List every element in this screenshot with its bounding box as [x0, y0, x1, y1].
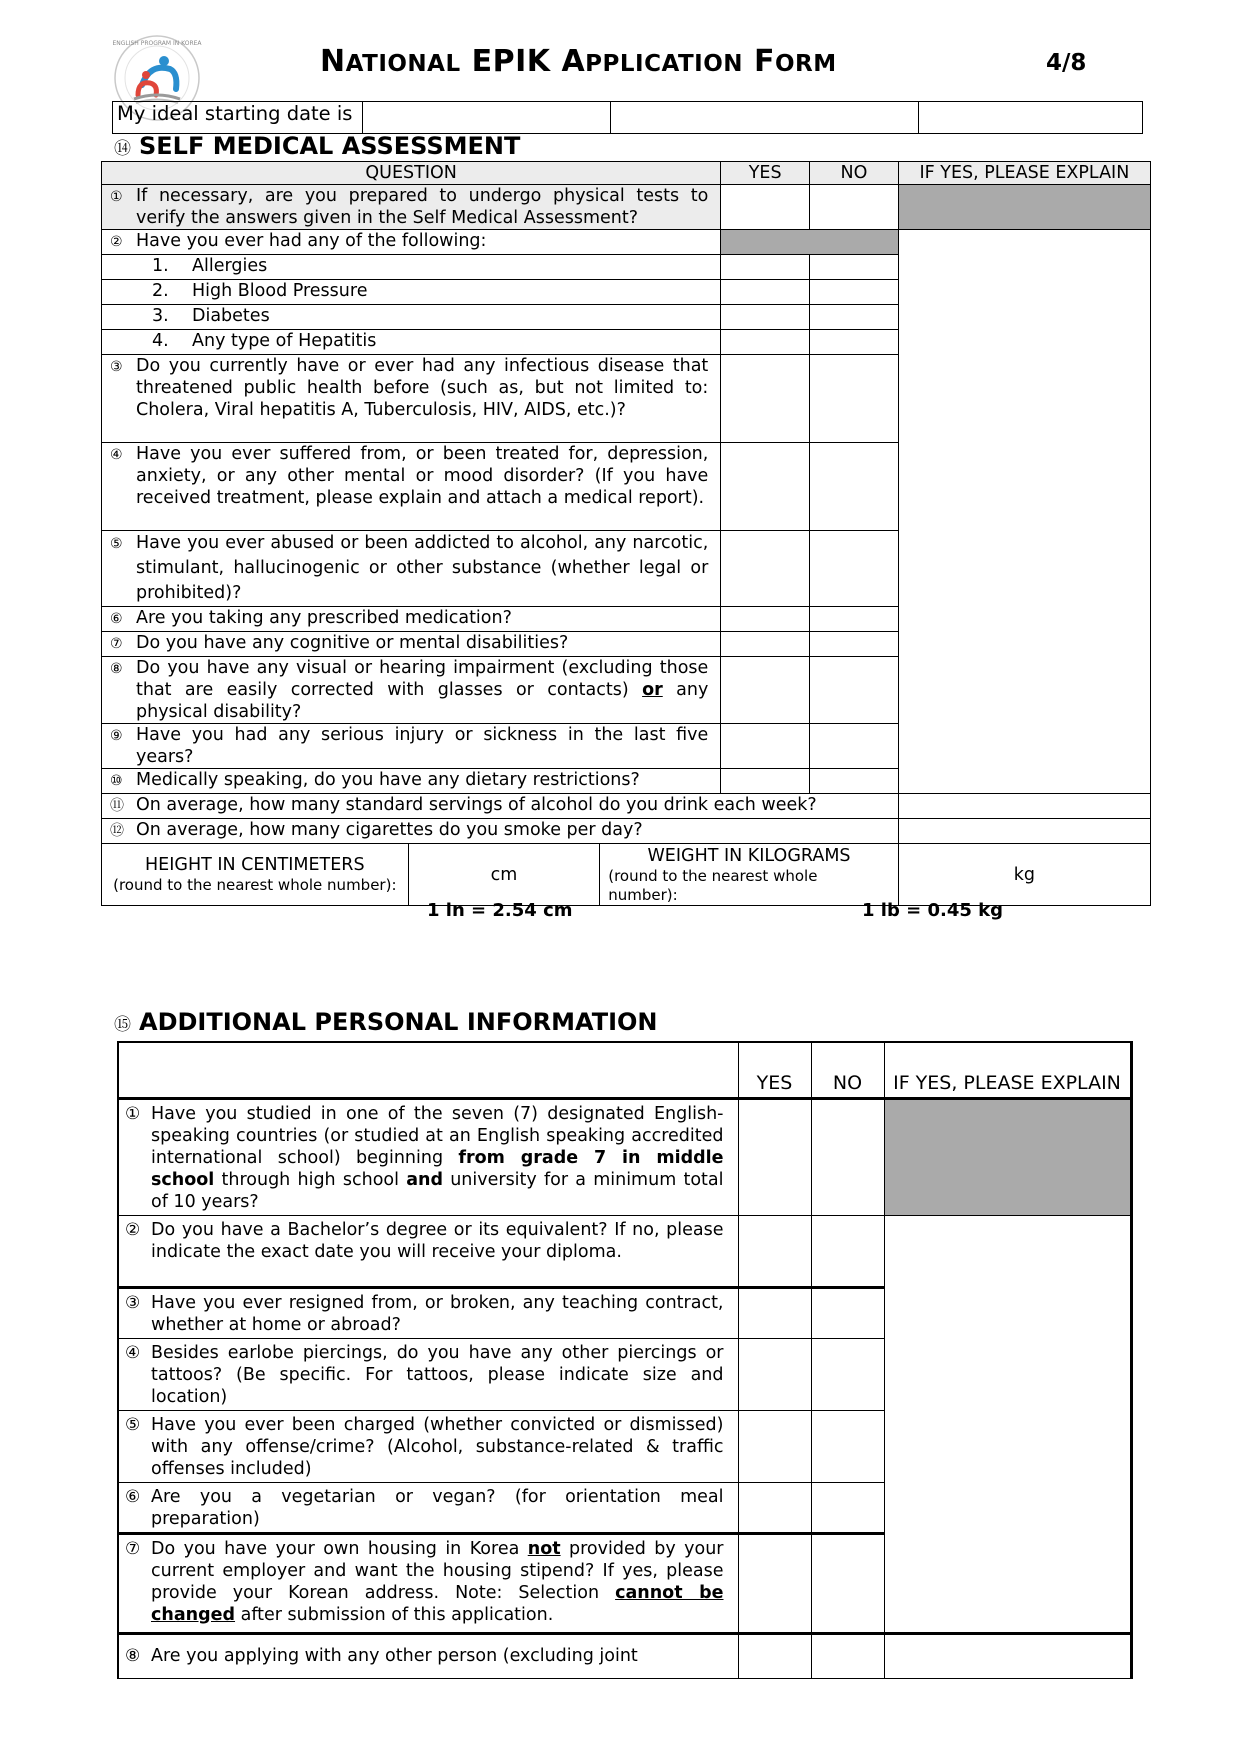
- column-header-yes: YES: [721, 162, 810, 185]
- question-6: ⑥ Are you taking any prescribed medication?: [102, 607, 721, 632]
- question-2: ② Have you ever had any of the following:: [102, 230, 721, 255]
- no-cell-10[interactable]: [810, 769, 899, 794]
- weight-unit: kg: [1013, 864, 1036, 885]
- sub-item-diabetes: 3. Diabetes: [102, 305, 721, 330]
- yes-cell-8[interactable]: [721, 657, 810, 724]
- no-cell-a8[interactable]: [811, 1633, 884, 1678]
- question-8: ⑧ Do you have any visual or hearing impairment (excluding those that are easily corrected with glasses or contacts) or any physical disability?: [102, 657, 721, 724]
- additional-question-6: ⑥ Are you a vegetarian or vegan? (for orientation meal preparation): [118, 1482, 738, 1533]
- yes-cell-5[interactable]: [721, 531, 810, 607]
- section-heading-medical: ⑭ SELF MEDICAL ASSESSMENT: [114, 132, 521, 160]
- additional-question-3: ③ Have you ever resigned from, or broken, any teaching contract, whether at home or abroad?: [118, 1287, 738, 1338]
- question-9: ⑨ Have you had any serious injury or sickness in the last five years?: [102, 724, 721, 769]
- table-header-row: [118, 1042, 1131, 1098]
- yes-no-cell-2-disabled: [721, 230, 899, 255]
- page-title: NATIONAL EPIK APPLICATION FORM: [320, 44, 837, 79]
- yes-cell-a5[interactable]: [738, 1410, 811, 1482]
- question-3: ③ Do you currently have or ever had any infectious disease that threatened public health before (such as, but not limited to: Cholera, Viral hepatitis A, Tuberculosis, HIV, AIDS, etc.)?: [102, 355, 721, 443]
- section-heading-additional: ⑮ ADDITIONAL PERSONAL INFORMATION: [114, 1008, 658, 1036]
- start-date-table: [112, 101, 1143, 134]
- additional-question-8: ⑧ Are you applying with any other person (excluding joint: [118, 1633, 738, 1678]
- start-date-label: My ideal starting date is: [113, 102, 363, 134]
- additional-question-5: ⑤ Have you ever been charged (whether convicted or dismissed) with any offense/crime? (Alcohol, substance-related & traffic offenses included): [118, 1410, 738, 1482]
- yes-cell-a3[interactable]: [738, 1287, 811, 1338]
- additional-question-1: ① Have you studied in one of the seven (7) designated English-speaking countries (or studied at an English speaking accredited international school) beginning from grade 7 in middle school through high school and university for a minimum total of 10 years?: [118, 1098, 738, 1215]
- table-row: [102, 794, 1151, 819]
- yes-cell-9[interactable]: [721, 724, 810, 769]
- no-cell-a2[interactable]: [811, 1215, 884, 1287]
- svg-text:ENGLISH PROGRAM IN KOREA: ENGLISH PROGRAM IN KOREA: [112, 40, 202, 47]
- question-11: ⑪ On average, how many standard servings of alcohol do you drink each week?: [102, 794, 899, 819]
- column-header-no: NO: [810, 162, 899, 185]
- explain-cell-1-disabled: [898, 185, 1150, 230]
- column-header-explain: IF YES, PLEASE EXPLAIN: [898, 162, 1150, 185]
- no-cell-a4[interactable]: [811, 1338, 884, 1410]
- column-header-question: [118, 1042, 738, 1098]
- table-row: [118, 1215, 1131, 1287]
- table-row: [118, 1633, 1131, 1678]
- medical-assessment-table: [101, 161, 1151, 906]
- additional-question-7: ⑦ Do you have your own housing in Korea not provided by your current employer and want the housing stipend? If yes, please provide your Korean address. Note: Selection cannot be changed after submission of this application.: [118, 1533, 738, 1633]
- start-date-field-3[interactable]: [919, 102, 1143, 134]
- explain-field-merged[interactable]: [898, 230, 1150, 794]
- yes-cell-a1[interactable]: [738, 1098, 811, 1215]
- start-date-field-2[interactable]: [611, 102, 919, 134]
- question-1: ① If necessary, are you prepared to undergo physical tests to verify the answers given in the Self Medical Assessment?: [102, 185, 721, 230]
- sub-item-high-blood-pressure: 2. High Blood Pressure: [102, 280, 721, 305]
- no-cell-4[interactable]: [810, 443, 899, 531]
- explain-field-a2-a7[interactable]: [884, 1215, 1131, 1633]
- height-label: HEIGHT IN CENTIMETERS (round to the nearest whole number):: [102, 844, 409, 906]
- sub-item-hepatitis: 4. Any type of Hepatitis: [102, 330, 721, 355]
- table-row: [102, 185, 1151, 230]
- no-cell-3[interactable]: [810, 355, 899, 443]
- inch-conversion-note: 1 in = 2.54 cm: [427, 900, 573, 921]
- no-cell-1[interactable]: [810, 185, 899, 230]
- question-4: ④ Have you ever suffered from, or been treated for, depression, anxiety, or any other mental or mood disorder? (If you have received treatment, please explain and attach a medical report).: [102, 443, 721, 531]
- yes-cell-a8[interactable]: [738, 1633, 811, 1678]
- column-header-explain: IF YES, PLEASE EXPLAIN: [884, 1042, 1131, 1098]
- question-7: ⑦ Do you have any cognitive or mental disabilities?: [102, 632, 721, 657]
- yes-cell-1[interactable]: [721, 185, 810, 230]
- yes-cell-2-3[interactable]: [721, 305, 810, 330]
- no-cell-a6[interactable]: [811, 1482, 884, 1533]
- table-row: [102, 819, 1151, 844]
- yes-cell-10[interactable]: [721, 769, 810, 794]
- height-unit: cm: [490, 864, 518, 885]
- no-cell-7[interactable]: [810, 632, 899, 657]
- additional-question-2: ② Do you have a Bachelor’s degree or its equivalent? If no, please indicate the exact date you will receive your diploma.: [118, 1215, 738, 1287]
- no-cell-a3[interactable]: [811, 1287, 884, 1338]
- height-field[interactable]: [408, 844, 600, 906]
- yes-cell-7[interactable]: [721, 632, 810, 657]
- no-cell-a1[interactable]: [811, 1098, 884, 1215]
- no-cell-2-1[interactable]: [810, 255, 899, 280]
- page-number: 4/8: [1046, 50, 1087, 76]
- column-header-no: NO: [811, 1042, 884, 1098]
- yes-cell-4[interactable]: [721, 443, 810, 531]
- question-10: ⑩ Medically speaking, do you have any dietary restrictions?: [102, 769, 721, 794]
- yes-cell-a6[interactable]: [738, 1482, 811, 1533]
- column-header-yes: YES: [738, 1042, 811, 1098]
- weight-field[interactable]: [898, 844, 1150, 906]
- yes-cell-a2[interactable]: [738, 1215, 811, 1287]
- sub-item-allergies: 1. Allergies: [102, 255, 721, 280]
- no-cell-a5[interactable]: [811, 1410, 884, 1482]
- additional-question-4: ④ Besides earlobe piercings, do you have any other piercings or tattoos? (Be specific. For tattoos, please indicate size and location): [118, 1338, 738, 1410]
- table-row: [118, 1098, 1131, 1215]
- yes-cell-3[interactable]: [721, 355, 810, 443]
- column-header-question: QUESTION: [102, 162, 721, 185]
- no-cell-6[interactable]: [810, 607, 899, 632]
- yes-cell-2-2[interactable]: [721, 280, 810, 305]
- explain-field-a8[interactable]: [884, 1633, 1131, 1678]
- yes-cell-a7[interactable]: [738, 1533, 811, 1633]
- yes-cell-2-1[interactable]: [721, 255, 810, 280]
- question-5: ⑤ Have you ever abused or been addicted to alcohol, any narcotic, stimulant, hallucinogenic or other substance (whether legal or prohibited)?: [102, 531, 721, 607]
- no-cell-9[interactable]: [810, 724, 899, 769]
- explain-cell-a1-disabled: [884, 1098, 1131, 1215]
- table-row: [102, 230, 1151, 255]
- question-12: ⑫ On average, how many cigarettes do you smoke per day?: [102, 819, 899, 844]
- pound-conversion-note: 1 lb = 0.45 kg: [862, 900, 1003, 921]
- weight-label: WEIGHT IN KILOGRAMS (round to the nearest whole number):: [600, 844, 899, 906]
- height-weight-row: [102, 844, 1151, 906]
- answer-field-12[interactable]: [898, 819, 1150, 844]
- no-cell-a7[interactable]: [811, 1533, 884, 1633]
- no-cell-2-3[interactable]: [810, 305, 899, 330]
- no-cell-2-2[interactable]: [810, 280, 899, 305]
- no-cell-8[interactable]: [810, 657, 899, 724]
- no-cell-2-4[interactable]: [810, 330, 899, 355]
- yes-cell-2-4[interactable]: [721, 330, 810, 355]
- yes-cell-6[interactable]: [721, 607, 810, 632]
- additional-info-table: [117, 1041, 1133, 1679]
- table-header-row: [102, 162, 1151, 185]
- start-date-field-1[interactable]: [363, 102, 611, 134]
- answer-field-11[interactable]: [898, 794, 1150, 819]
- no-cell-5[interactable]: [810, 531, 899, 607]
- yes-cell-a4[interactable]: [738, 1338, 811, 1410]
